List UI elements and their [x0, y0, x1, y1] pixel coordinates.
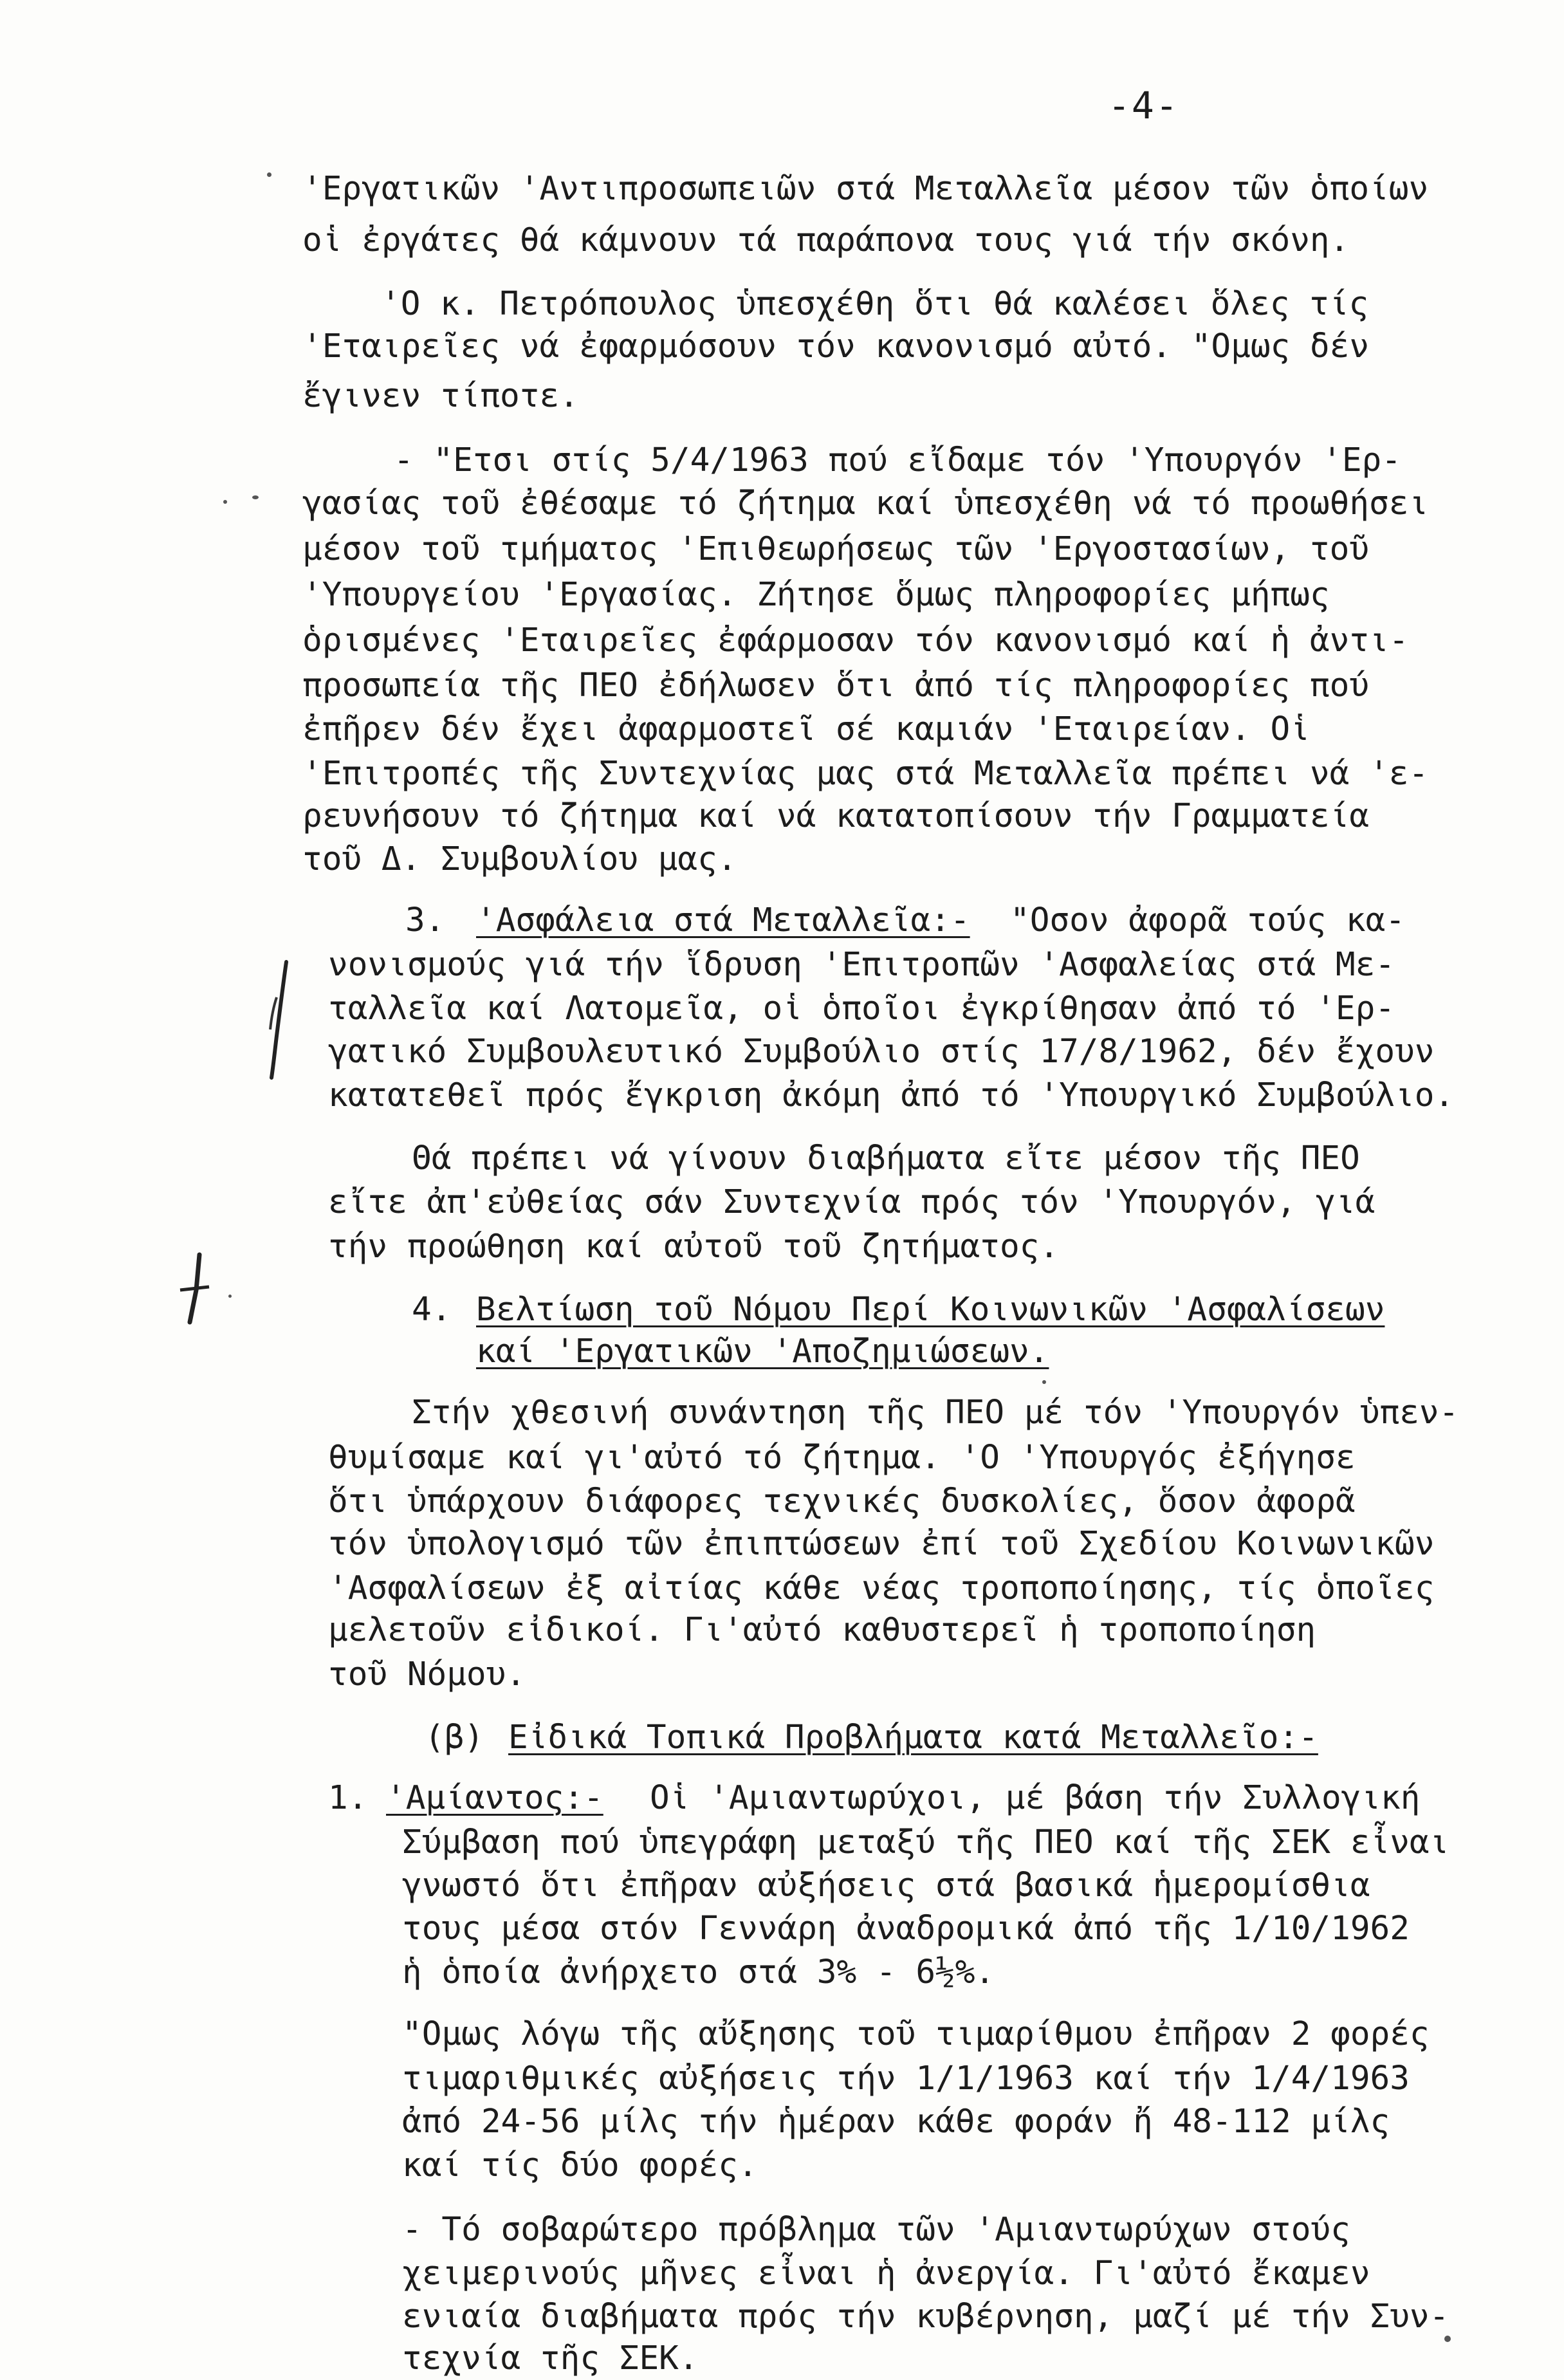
text-line: τοῦ Νόμου. [328, 1656, 526, 1693]
text-line: τήν προώθηση καί αὐτοῦ τοῦ ζητήματος. [328, 1228, 1060, 1266]
text-line: ρευνήσουν τό ζήτημα καί νά κατατοπίσουν τήν Γραμματεία [302, 797, 1370, 835]
text-line: θυμίσαμε καί γι'αὐτό τό ζήτημα. 'Ο 'Υπουργός ἐξήγησε [328, 1439, 1356, 1477]
text-line: νονισμούς γιά τήν ἵδρυση 'Επιτροπῶν 'Ασφαλείας στά Με- [328, 946, 1395, 984]
item-number: 1. [328, 1779, 368, 1817]
subsection-heading: Εἰδικά Τοπικά Προβλήματα κατά Μεταλλεῖο:- [508, 1719, 1318, 1757]
text-line: τους μέσα στόν Γεννάρη ἀναδρομικά ἀπό τῆς 1/10/1962 [402, 1910, 1410, 1948]
text-line: μελετοῦν εἰδικοί. Γι'αὐτό καθυστερεῖ ἡ τροποποίηση [328, 1611, 1316, 1649]
text-line: ἡ ὁποία ἀνήρχετο στά 3% - 6½%. [402, 1953, 995, 1991]
scan-speck [1042, 1380, 1046, 1384]
subsection-marker: (β) [425, 1719, 484, 1757]
scan-speck [223, 500, 227, 504]
text-line: τιμαριθμικές αὐξήσεις τήν 1/1/1963 καί τήν 1/4/1963 [402, 2060, 1410, 2098]
scan-speck [267, 172, 271, 177]
text-line: 'Ασφαλίσεων ἐξ αἰτίας κάθε νέας τροποποίησης, τίς ὁποῖες [328, 1569, 1435, 1607]
text-line: Σύμβαση πού ὑπεγράφη μεταξύ τῆς ΠΕΟ καί τῆς ΣΕΚ εἶναι [402, 1823, 1449, 1861]
section-number: 4. [412, 1291, 452, 1329]
text-line: χειμερινούς μῆνες εἶναι ἡ ἀνεργία. Γι'αὐτό ἔκαμεν [402, 2255, 1370, 2292]
text-line: εἴτε ἀπ'εὐθείας σάν Συντεχνία πρός τόν 'Υπουργόν, γιά [328, 1183, 1375, 1221]
text-line: γνωστό ὅτι ἐπῆραν αὐξήσεις στά βασικά ἡμερομίσθια [402, 1867, 1370, 1905]
text-line: Οἱ 'Αμιαντωρύχοι, μέ βάση τήν Συλλογική [650, 1779, 1421, 1817]
text-line: ἔγινεν τίποτε. [302, 377, 579, 415]
text-line: Θά πρέπει νά γίνουν διαβήματα εἴτε μέσον τῆς ΠΕΟ [412, 1139, 1360, 1177]
text-line: τεχνία τῆς ΣΕΚ. [402, 2339, 699, 2377]
text-line: - "Ετσι στίς 5/4/1963 πού εἴδαμε τόν 'Υπουργόν 'Ερ- [394, 441, 1401, 479]
text-line: - Τό σοβαρώτερο πρόβλημα τῶν 'Αμιαντωρύχων στούς [402, 2211, 1350, 2249]
text-line: "Ομως λόγω τῆς αὔξησης τοῦ τιμαρίθμου ἐπῆραν 2 φορές [402, 2015, 1430, 2053]
text-line: "Οσον ἀφορᾶ τούς κα- [1010, 901, 1406, 939]
text-line: κατατεθεῖ πρός ἔγκριση ἀκόμη ἀπό τό 'Υπουργικό Συμβούλιο. [328, 1076, 1455, 1114]
text-line: Στήν χθεσινή συνάντηση τῆς ΠΕΟ μέ τόν 'Υπουργόν ὑπεν- [412, 1394, 1459, 1432]
text-line: 'Επιτροπές τῆς Συντεχνίας μας στά Μεταλλεῖα πρέπει νά 'ε- [302, 755, 1429, 793]
text-line: ενιαία διαβήματα πρός τήν κυβέρνηση, μαζί μέ τήν Συν- [402, 2298, 1449, 2336]
text-line: γατικό Συμβουλευτικό Συμβούλιο στίς 17/8/1962, δέν ἔχουν [328, 1033, 1435, 1071]
text-line: καί τίς δύο φορές. [402, 2146, 758, 2184]
text-line: προσωπεία τῆς ΠΕΟ ἐδήλωσεν ὅτι ἀπό τίς πληροφορίες πού [302, 667, 1370, 705]
section-heading: 'Ασφάλεια στά Μεταλλεῖα:- [476, 901, 970, 939]
margin-pen-mark-icon [174, 1251, 219, 1329]
text-line: 'Εταιρεῖες νά ἐφαρμόσουν τόν κανονισμό αὐτό. "Ομως δέν [302, 327, 1370, 365]
text-line: 'Ο κ. Πετρόπουλος ὑπεσχέθη ὅτι θά καλέσει ὅλες τίς [381, 285, 1369, 323]
scan-speck [1444, 2336, 1451, 2342]
text-line: 'Υπουργείου 'Εργασίας. Ζήτησε ὅμως πληροφορίες μήπως [302, 576, 1330, 614]
section-heading: Βελτίωση τοῦ Νόμου Περί Κοινωνικῶν 'Ασφαλίσεων [476, 1291, 1385, 1329]
margin-pen-mark-icon [257, 959, 309, 1081]
page-number: -4- [1108, 84, 1179, 127]
text-line: γασίας τοῦ ἐθέσαμε τό ζήτημα καί ὑπεσχέθη νά τό προωθήσει [302, 484, 1429, 522]
text-line: τόν ὑπολογισμό τῶν ἐπιπτώσεων ἐπί τοῦ Σχεδίου Κοινωνικῶν [328, 1525, 1435, 1563]
section-heading: καί 'Εργατικῶν 'Αποζημιώσεων. [476, 1333, 1049, 1370]
text-line: ἀπό 24-56 μίλς τήν ἡμέραν κάθε φοράν ἤ 48-112 μίλς [402, 2103, 1390, 2141]
item-heading: 'Αμίαντος:- [386, 1779, 603, 1817]
text-line: οἱ ἐργάτες θά κάμνουν τά παράπονα τους γιά τήν σκόνη. [302, 221, 1350, 259]
section-number: 3. [405, 901, 445, 939]
text-line: ταλλεῖα καί Λατομεῖα, οἱ ὁποῖοι ἐγκρίθησαν ἀπό τό 'Ερ- [328, 990, 1395, 1028]
text-line: ἐπῆρεν δέν ἔχει ἀφαρμοστεῖ σέ καμιάν 'Εταιρείαν. Οἱ [302, 710, 1310, 748]
text-line: 'Εργατικῶν 'Αντιπροσωπειῶν στά Μεταλλεῖα μέσον τῶν ὁποίων [302, 170, 1429, 208]
text-line: τοῦ Δ. Συμβουλίου μας. [302, 840, 737, 878]
text-line: ὁρισμένες 'Εταιρεῖες ἐφάρμοσαν τόν κανονισμό καί ἡ ἀντι- [302, 622, 1409, 660]
scan-speck [228, 1295, 232, 1298]
text-line: μέσον τοῦ τμήματος 'Επιθεωρήσεως τῶν 'Εργοστασίων, τοῦ [302, 530, 1370, 568]
scan-speck [252, 495, 259, 499]
text-line: ὅτι ὑπάρχουν διάφορες τεχνικές δυσκολίες, ὅσον ἀφορᾶ [328, 1482, 1356, 1520]
